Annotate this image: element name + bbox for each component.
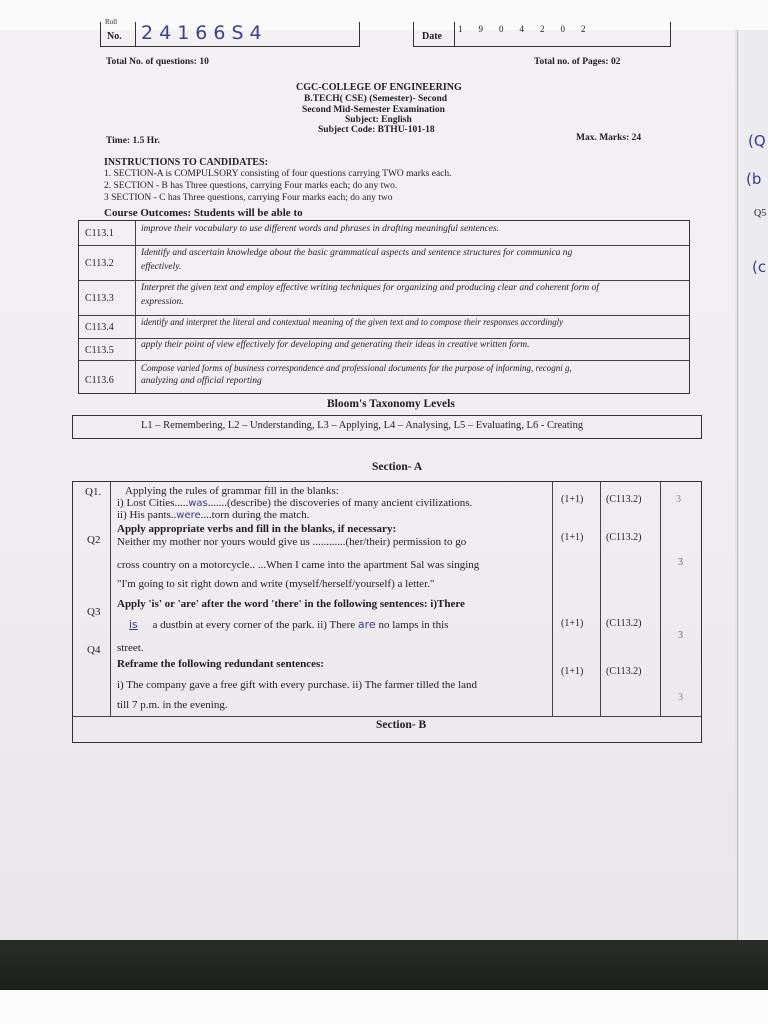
q3-line-1: Apply 'is' or 'are' after the word 'there' in the following sentences: i)There xyxy=(117,598,465,610)
q4-marks: (1+1) xyxy=(561,666,584,677)
section-a-table xyxy=(72,481,702,743)
time: Time: 1.5 Hr. xyxy=(106,136,160,146)
co-code: C113.1 xyxy=(85,228,114,239)
q4-line-1: i) The company gave a free gift with every purchase. ii) The farmer tilled the land xyxy=(117,679,478,691)
side-mark: (c xyxy=(752,258,767,276)
section-b-heading: Section- B xyxy=(376,719,427,731)
instructions-heading: INSTRUCTIONS TO CANDIDATES: xyxy=(104,157,268,168)
co-text: apply their point of view effectively for developing and generating their ideas in creative written form. xyxy=(141,340,530,350)
co-code: C113.2 xyxy=(85,258,114,269)
bottom-background xyxy=(0,990,768,1024)
co-text: Interpret the given text and employ effective writing techniques for organizing and producing clear and coherent form of xyxy=(141,283,599,293)
roll-number-box xyxy=(100,18,360,47)
roll-label: No. xyxy=(107,31,122,42)
roll-digits: 24166S4 xyxy=(141,22,268,44)
co-code: C113.4 xyxy=(85,322,114,333)
max-marks: Max. Marks: 24 xyxy=(576,133,642,143)
q4-number: Q4 xyxy=(87,644,101,656)
instruction-1: 1. SECTION-A is COMPULSORY consisting of four questions carrying TWO marks each. xyxy=(104,169,452,179)
q4-title: Reframe the following redundant sentences: xyxy=(117,658,324,670)
q3-line-2: is a dustbin at every corner of the park. ii) There are no lamps in this xyxy=(129,618,449,631)
date-digits: 1904202 xyxy=(458,24,602,34)
exam-name: Second Mid-Semester Examination xyxy=(302,105,445,115)
college-name: CGC-COLLEGE OF ENGINEERING xyxy=(296,82,462,93)
program: B.TECH( CSE) (Semester)- Second xyxy=(304,94,448,104)
q1-co: (C113.2) xyxy=(606,494,642,505)
q1-part-i: i) Lost Cities.....was.......(describe) the discoveries of many ancient civilizations. xyxy=(117,497,473,509)
q1-part-ii: ii) His pants..were....torn during the match. xyxy=(117,509,310,521)
course-outcomes-heading: Course Outcomes: Students will be able to xyxy=(104,207,303,219)
course-outcomes-table xyxy=(78,220,690,394)
subject-code: Subject Code: BTHU-101-18 xyxy=(318,125,435,135)
co-text: improve their vocabulary to use different words and phrases in drafting meaningful sentences. xyxy=(141,224,500,234)
co-code: C113.5 xyxy=(85,345,114,356)
dark-table-surface xyxy=(0,940,768,990)
q2-bloom-level: 3 xyxy=(678,557,683,568)
co-text-cont: analyzing and official reporting xyxy=(141,376,262,386)
co-text-cont: expression. xyxy=(141,297,184,307)
instruction-3: 3 SECTION - C has Three questions, carrying Four marks each; do any two xyxy=(104,193,393,203)
co-text: identify and interpret the literal and contextual meaning of the given text and to compose their responses accordingly xyxy=(141,317,564,327)
section-a-heading: Section- A xyxy=(372,461,423,473)
co-text-cont: effectively. xyxy=(141,262,182,272)
q3-marks: (1+1) xyxy=(561,618,584,629)
co-text: Identify and ascertain knowledge about the basic grammatical aspects and sentence structures for communica ng xyxy=(141,248,573,258)
q2-number: Q2 xyxy=(87,534,101,546)
total-questions: Total No. of questions: 10 xyxy=(106,57,209,67)
q1-bloom-level: 3 xyxy=(676,494,681,505)
co-text: Compose varied forms of business correspondence and professional documents for the purpose of informing, recogni g, xyxy=(141,363,572,373)
q1-title: Applying the rules of grammar fill in the blanks: xyxy=(125,485,339,497)
blooms-levels-box xyxy=(72,415,702,439)
co-code: C113.6 xyxy=(85,375,114,386)
roll-label-top: Roll xyxy=(105,18,118,26)
side-mark: (b xyxy=(746,170,762,188)
adjacent-answer-sheet xyxy=(737,30,768,945)
co-code: C113.3 xyxy=(85,293,114,304)
q4-co: (C113.2) xyxy=(606,666,642,677)
side-mark: Q5 xyxy=(754,208,767,219)
q3-bloom-level: 3 xyxy=(678,630,683,641)
q1-marks: (1+1) xyxy=(561,494,584,505)
q3-line-3: street. xyxy=(117,642,144,654)
q4-line-2: till 7 p.m. in the evening. xyxy=(117,699,228,711)
q2-title: Apply appropriate verbs and fill in the blanks, if necessary: xyxy=(117,523,397,535)
subject: Subject: English xyxy=(345,115,412,125)
date-label: Date xyxy=(422,31,442,42)
q2-co: (C113.2) xyxy=(606,532,642,543)
q2-line-2: cross country on a motorcycle.. ...When I came into the apartment Sal was singing xyxy=(117,559,480,571)
blooms-levels: L1 – Remembering, L2 – Understanding, L3 – Applying, L4 – Analysing, L5 – Evaluating, L6 - Creating xyxy=(141,420,584,431)
q4-bloom-level: 3 xyxy=(678,692,683,703)
q2-marks: (1+1) xyxy=(561,532,584,543)
instruction-2: 2. SECTION - B has Three questions, carrying Four marks each; do any two. xyxy=(104,181,398,191)
blooms-heading: Bloom's Taxonomy Levels xyxy=(327,398,455,410)
q1-number: Q1. xyxy=(85,486,102,498)
side-mark: (Q xyxy=(748,132,766,150)
q2-line-1: Neither my mother nor yours would give us ............(her/their) permission to go xyxy=(117,536,467,548)
q3-number: Q3 xyxy=(87,606,101,618)
q2-line-3: "I'm going to sit right down and write (myself/herself/yourself) a letter." xyxy=(117,578,435,590)
total-pages: Total no. of Pages: 02 xyxy=(534,57,621,67)
q3-co: (C113.2) xyxy=(606,618,642,629)
date-box xyxy=(413,22,671,47)
